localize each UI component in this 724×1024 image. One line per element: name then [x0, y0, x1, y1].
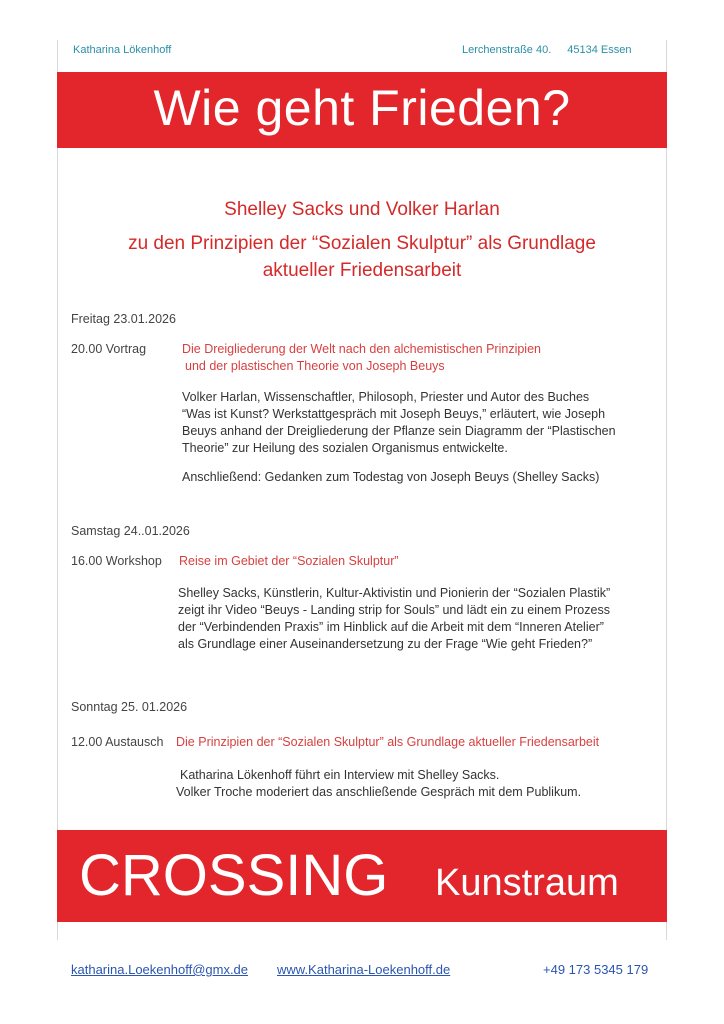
subtitle-topic-line-2: aktueller Friedensarbeit [262, 260, 462, 281]
header-street: Lerchenstraße 40. [462, 44, 552, 56]
event-1-title-line: und der plastischen Theorie von Joseph Beuys [185, 359, 445, 373]
event-2-date: Samstag 24..01.2026 [71, 524, 190, 538]
subtitle-speakers: Shelley Sacks und Volker Harlan [224, 199, 500, 220]
header-name: Katharina Lökenhoff [73, 44, 172, 56]
event-3-desc-line: Katharina Lökenhoff führt ein Interview mit Shelley Sacks. [180, 768, 500, 782]
event-1-time: 20.00 Vortrag [71, 342, 147, 356]
header-city: 45134 Essen [567, 44, 632, 56]
venue-name: CROSSING [79, 843, 389, 908]
event-1-desc-line: Beuys anhand der Dreigliederung der Pflanze sein Diagramm der “Plastischen [182, 424, 616, 438]
event-2-time: 16.00 Workshop [71, 554, 162, 568]
event-3-time: 12.00 Austausch [71, 735, 164, 749]
event-1-title [182, 341, 541, 375]
event-2-desc-line: der “Verbindenden Praxis” im Hinblick auf die Arbeit mit dem “Inneren Atelier” [178, 620, 604, 634]
event-2-desc-line: zeigt ihr Video “Beuys - Landing strip for Souls” und lädt ein zu einem Prozess [178, 603, 610, 617]
event-1-description [182, 389, 616, 457]
footer-phone: +49 173 5345 179 [543, 962, 649, 977]
venue-subtitle: Kunstraum [435, 862, 619, 904]
event-1-note: Anschließend: Gedanken zum Todestag von Joseph Beuys (Shelley Sacks) [182, 470, 600, 484]
subtitle-topic [57, 230, 667, 284]
event-2-desc-line: als Grundlage einer Auseinandersetzung zu der Frage “Wie geht Frieden?” [178, 637, 593, 651]
left-margin-line [57, 40, 58, 940]
event-2-desc-line: Shelley Sacks, Künstlerin, Kultur-Aktivistin und Pionierin der “Sozialen Plastik” [178, 586, 611, 600]
event-3-desc-line: Volker Troche moderiert das anschließende Gespräch mit dem Publikum. [176, 785, 582, 799]
event-1-date: Freitag 23.01.2026 [71, 312, 176, 326]
event-2-description [178, 585, 610, 653]
event-3-date: Sonntag 25. 01.2026 [71, 700, 188, 714]
event-3-description [176, 767, 581, 801]
footer-email-link[interactable]: katharina.Loekenhoff@gmx.de [71, 962, 249, 977]
event-1-desc-line: Theorie” zur Heilung des sozialen Organismus entwickelte. [182, 441, 508, 455]
header-address [462, 44, 632, 56]
title-banner: Wie geht Frieden? [57, 72, 667, 148]
event-1-desc-line: Volker Harlan, Wissenschaftler, Philosoph, Priester und Autor des Buches [182, 390, 590, 404]
event-1-title-line: Die Dreigliederung der Welt nach den alchemistischen Prinzipien [182, 342, 541, 356]
event-2-title: Reise im Gebiet der “Sozialen Skulptur” [179, 554, 399, 568]
footer-website-link[interactable]: www.Katharina-Loekenhoff.de [277, 962, 451, 977]
subtitle-topic-line-1: zu den Prinzipien der “Sozialen Skulptur” als Grundlage [128, 233, 596, 254]
event-1-desc-line: “Was ist Kunst? Werkstattgespräch mit Joseph Beuys,” erläutert, wie Joseph [182, 407, 606, 421]
event-3-title: Die Prinzipien der “Sozialen Skulptur” als Grundlage aktueller Friedensarbeit [176, 735, 600, 749]
right-margin-line [666, 40, 667, 940]
venue-banner [57, 830, 667, 922]
